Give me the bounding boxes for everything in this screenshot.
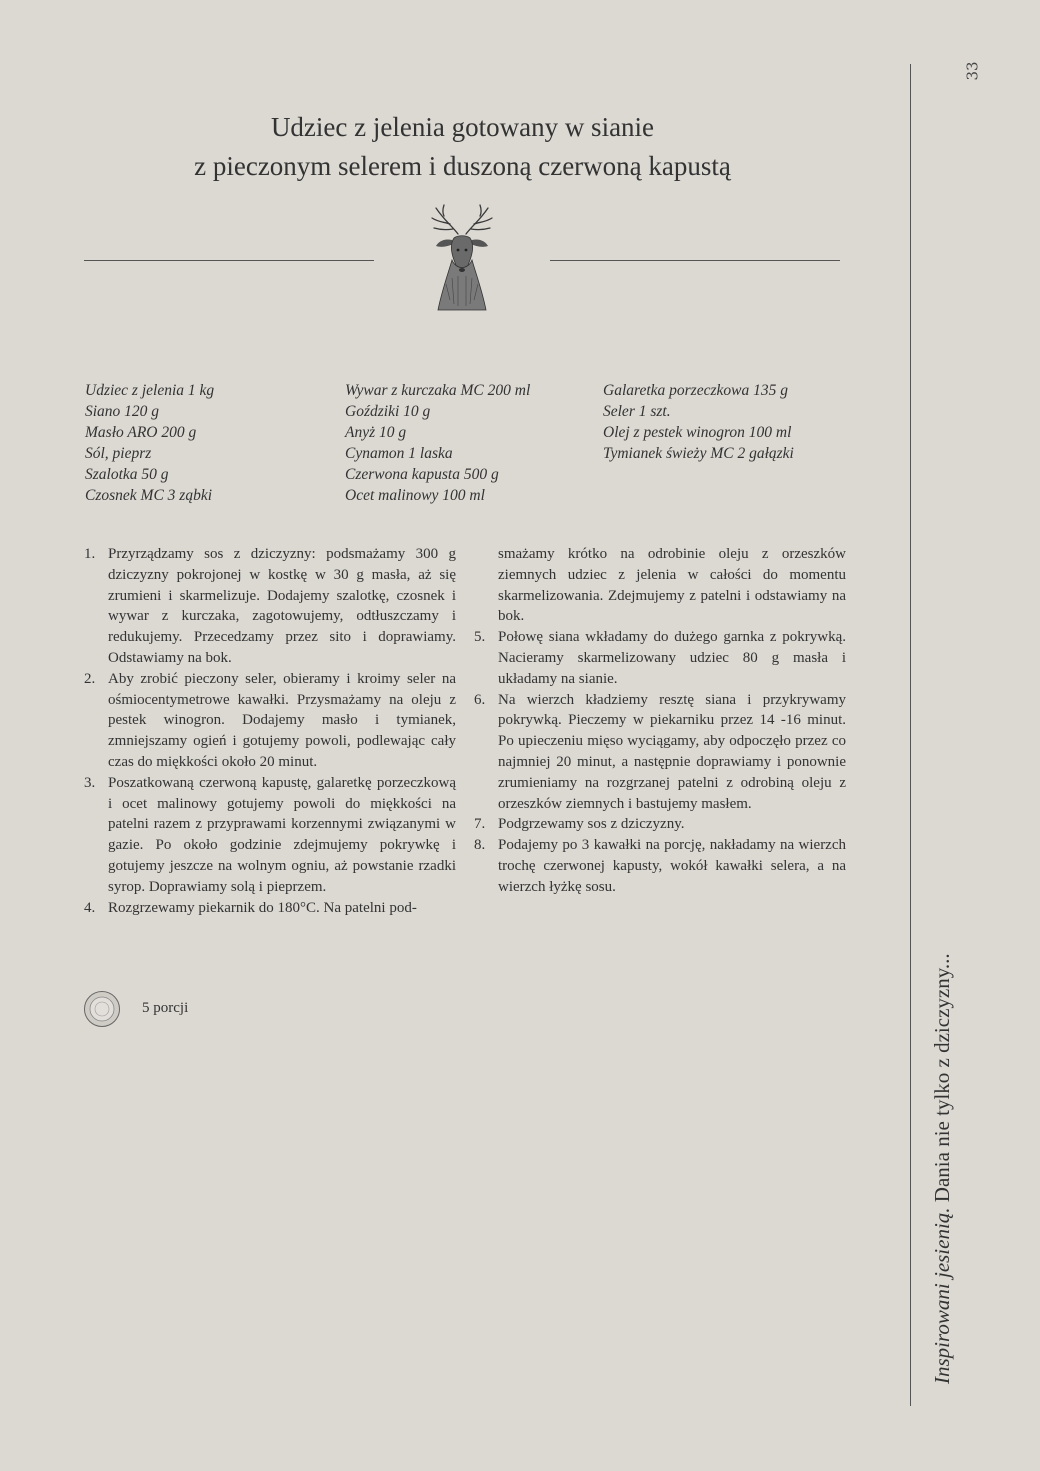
ingredient-item: Siano 120 g <box>85 403 160 420</box>
recipe-step <box>474 814 846 835</box>
side-title-italic: Inspirowani jesienią. <box>930 1207 954 1384</box>
ingredient-item: Goździki 10 g <box>345 403 431 420</box>
ingredients-column-2 <box>345 380 530 506</box>
ingredient-item: Ocet malinowy 100 ml <box>345 487 485 504</box>
plate-icon <box>83 990 121 1028</box>
ingredients-column-1 <box>85 380 214 506</box>
recipe-step <box>84 669 456 773</box>
step-text: smażamy krótko na odrobinie oleju z orzeszków ziemnych udziec z jelenia w całości do momentu skarmelizowania. Zdejmujemy z patelni i odstawiamy na bok. <box>498 546 846 625</box>
book-side-title <box>930 953 955 1384</box>
step-text: Rozgrzewamy piekarnik do 180°C. Na patelni pod- <box>108 899 417 916</box>
ingredient-item: Udziec z jelenia 1 kg <box>85 382 215 399</box>
step-text: Na wierzch kładziemy resztę siana i przykrywamy pokrywką. Pieczemy w piekarniku przez 14 -16 minut. Po upieczeniu mięso wyciągamy, aby odpoczęło przez co najmniej 20 minut, a następnie doprawiamy i ponownie zrumieniamy na rozgrzanej patelni z odrobiną oleju z orzeszków ziemnych i bastujemy masłem. <box>498 691 846 812</box>
side-divider <box>910 64 911 1406</box>
ingredient-item: Szalotka 50 g <box>85 466 169 483</box>
side-title-normal: Dania nie tylko z dziczyzny... <box>930 953 954 1208</box>
ingredient-item: Wywar z kurczaka MC 200 ml <box>345 382 531 399</box>
steps-column-right <box>474 544 846 898</box>
step-text: Podajemy po 3 kawałki na porcję, nakładamy na wierzch trochę czerwonej kapusty, wokół kawałki selera, a na wierzch łyżkę sosu. <box>498 837 846 895</box>
deer-head-icon <box>422 204 502 314</box>
ingredient-item: Seler 1 szt. <box>603 403 671 420</box>
step-text: Połowę siana wkładamy do dużego garnka z pokrywką. Nacieramy skarmelizowany udziec 80 g masła i układamy na sianie. <box>498 629 846 687</box>
step-text: Przyrządzamy sos z dziczyzny: podsmażamy 300 g dziczyzny pokrojonej w kostkę w 30 g masła, aż się zrumieni i skarmelizuje. Dodajemy szalotkę, czosnek i wywar z kurczaka, zagotowujemy, odtłuszczamy i redukujemy. Przecedzamy przez sito i doprawiamy. Odstawiamy na bok. <box>108 546 456 666</box>
recipe-step <box>474 835 846 897</box>
ingredients-column-3 <box>603 380 794 464</box>
ingredient-item: Czosnek MC 3 ząbki <box>85 487 213 504</box>
page-number: 33 <box>963 61 982 81</box>
ingredient-item: Tymianek świeży MC 2 gałązki <box>603 445 794 462</box>
recipe-step <box>498 544 846 627</box>
ingredient-item: Cynamon 1 laska <box>345 445 453 462</box>
ingredient-item: Sól, pieprz <box>85 445 152 462</box>
ingredient-item: Galaretka porzeczkowa 135 g <box>603 382 788 399</box>
recipe-step <box>84 898 456 919</box>
recipe-step <box>474 627 846 689</box>
step-text: Aby zrobić pieczony seler, obieramy i kroimy seler na ośmiocentymetrowe kawałki. Przysmażamy na oleju z pestek winogron. Dodajemy masło i tymianek, zmniejszamy ogień i gotujemy powoli, podlewając cały czas do miękkości około 20 minut. <box>108 670 456 770</box>
step-number: 6. <box>474 691 486 708</box>
step-number: 4. <box>84 899 96 916</box>
ingredient-item: Masło ARO 200 g <box>85 424 197 441</box>
ingredient-item: Czerwona kapusta 500 g <box>345 466 499 483</box>
step-number: 2. <box>84 670 96 687</box>
recipe-title-line2: z pieczonym selerem i duszoną czerwoną kapustą <box>194 151 731 181</box>
title-rule-left <box>84 260 374 261</box>
ingredient-item: Olej z pestek winogron 100 ml <box>603 424 792 441</box>
title-rule-right <box>550 260 840 261</box>
step-number: 1. <box>84 546 96 562</box>
step-number: 8. <box>474 837 486 854</box>
recipe-title-line1: Udziec z jelenia gotowany w sianie <box>270 112 655 142</box>
step-text: Poszatkowaną czerwoną kapustę, galaretkę porzeczkową i ocet malinowy gotujemy powoli do miękkości na patelni razem z przyprawami korzennymi związanymi w gazie. Po około godzinie zdejmujemy pokrywkę i gotujemy jeszcze na wolnym ogniu, aż powstanie rzadki syrop. Doprawiamy solą i pieprzem. <box>108 774 456 895</box>
ingredient-item: Anyż 10 g <box>345 424 407 441</box>
step-number: 7. <box>474 816 486 833</box>
step-text: Podgrzewamy sos z dziczyzny. <box>498 816 685 833</box>
recipe-step <box>84 773 456 898</box>
steps-column-left <box>84 544 456 918</box>
recipe-step <box>474 690 846 815</box>
servings-count: 5 porcji <box>142 1000 189 1016</box>
step-number: 3. <box>84 774 96 791</box>
recipe-step <box>84 544 456 669</box>
step-number: 5. <box>474 629 486 646</box>
recipe-title <box>60 108 865 186</box>
